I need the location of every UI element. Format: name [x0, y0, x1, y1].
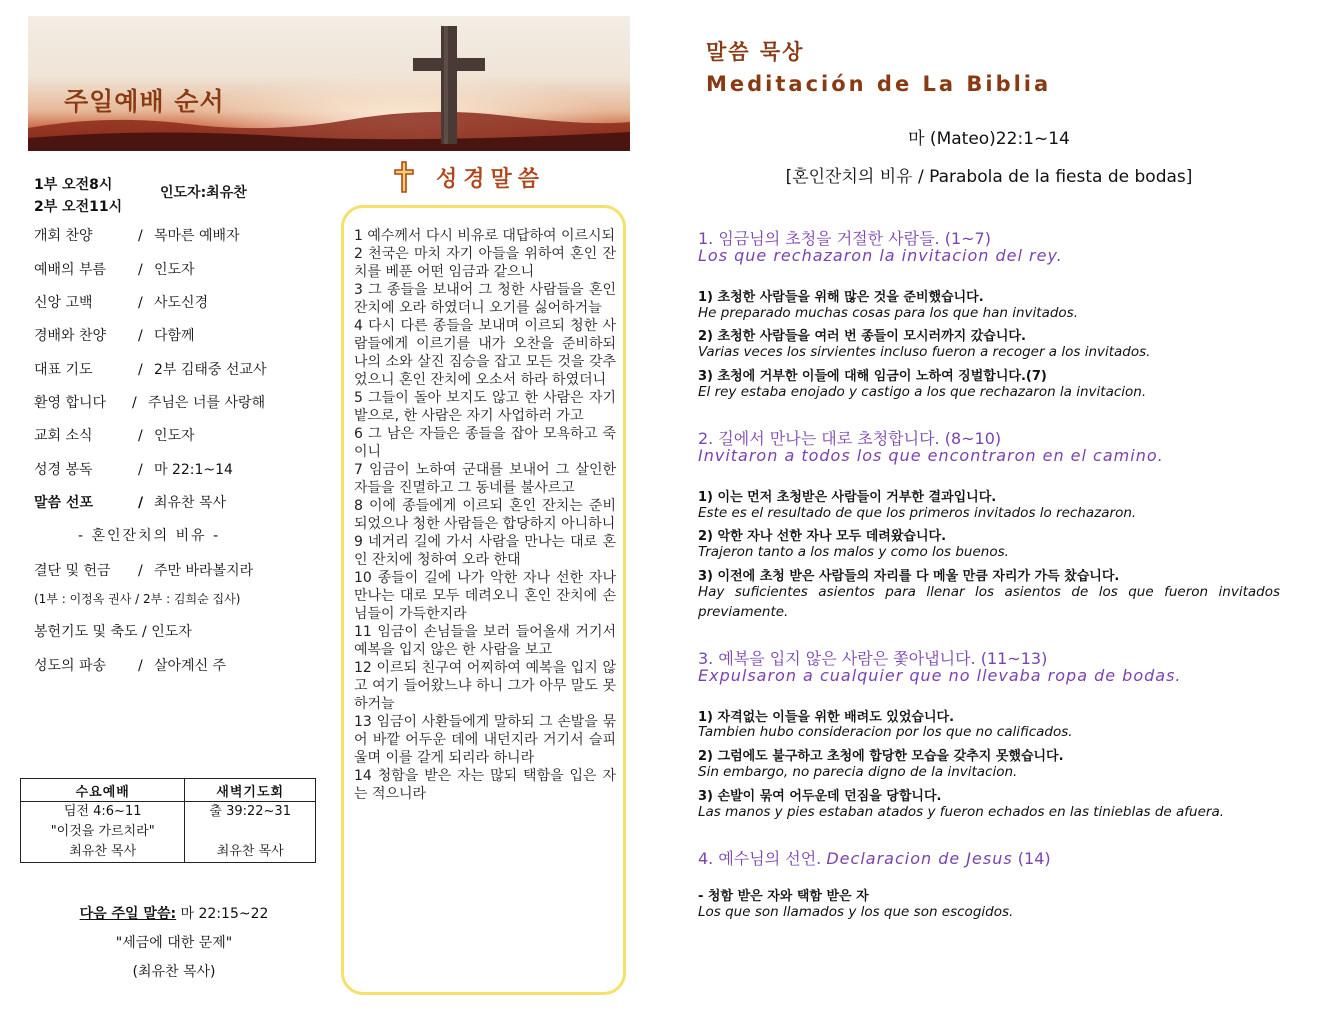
order-label: 말씀 선포 [34, 495, 93, 511]
point-es: Sin embargo, no parecia digno de la invitacion. [698, 764, 1018, 780]
order-item-sermon: 말씀 선포 / 최유찬 목사 [34, 492, 226, 512]
order-label: 봉헌기도 및 축도 [34, 624, 138, 640]
section-heading-es: Expulsaron a cualquier que no llevaba ropa de bodas. [698, 666, 1182, 685]
meditation-title-es: Meditación de La Biblia [706, 72, 1052, 96]
point-kr: 2) 악한 자나 선한 자나 모두 데려왔습니다. [698, 529, 947, 544]
order-item: 성경 봉독 / 마 22:1~14 [34, 459, 233, 479]
point-es: El rey estaba enojado y castigo a los que rechazaron la invitacion. [698, 384, 1147, 400]
service-time-1: 1부 오전8시 [34, 177, 113, 193]
point-kr: - 청함 받은 자와 택함 받은 자 [698, 889, 869, 904]
order-item: 경배와 찬양 / 다함께 [34, 325, 195, 345]
offering-note: (1부 : 이정옥 권사 / 2부 : 김희순 집사) [34, 592, 241, 606]
point-es: He preparado muchas cosas para los que han invitados. [698, 305, 1079, 321]
service-leader: 인도자:최유찬 [160, 185, 247, 201]
order-value: 인도자 [154, 428, 195, 444]
verse: 9 네거리 길에 가서 사람을 만나는 대로 혼인 잔치에 청하여 오라 한대 [354, 534, 616, 568]
order-value: 사도신경 [154, 295, 209, 311]
wed-ref: 딤전 4:6~11 [63, 804, 142, 819]
point-kr: 1) 이는 먼저 초청받은 사람들이 거부한 결과입니다. [698, 490, 997, 505]
verse: 7 임금이 노하여 군대를 보내어 그 살인한 자들을 진멸하고 그 동네를 불사르고 [354, 462, 616, 496]
order-item: 교회 소식 / 인도자 [34, 425, 195, 445]
parable-title: [혼인잔치의 비유 / Parabola de la fiesta de bodas] [785, 167, 1193, 187]
order-item: 대표 기도 / 2부 김태중 선교사 [34, 359, 266, 379]
point-es: Trajeron tanto a los malos y como los buenos. [698, 544, 1009, 560]
order-label: 신앙 고백 [34, 295, 93, 311]
order-label: 결단 및 헌금 [34, 563, 111, 579]
order-value: 인도자 [151, 624, 192, 640]
section-heading-es: Declaracion de Jesus [826, 849, 1013, 868]
verse: 8 이에 종들에게 이르되 혼인 잔치는 준비되었으나 청한 사람들은 합당하지 아니하니 [354, 498, 616, 532]
next-week-title: "세금에 대한 문제" [115, 935, 233, 951]
scripture-heading: 성경말씀 [436, 167, 546, 192]
point-kr: 3) 손발이 묶여 어두운데 던짐을 당합니다. [698, 789, 942, 804]
point-kr: 2) 그럼에도 불구하고 초청에 합당한 모습을 갖추지 못했습니다. [698, 749, 1064, 764]
order-item: 환영 합니다 / 주님은 너를 사랑해 [34, 392, 265, 412]
point-kr: 3) 초청에 거부한 이들에 대해 임금이 노하여 징벌합니다.(7) [698, 369, 1047, 384]
scripture-text [354, 227, 616, 803]
point-es: Tambien hubo consideracion por los que no calificados. [698, 724, 1073, 740]
cross-icon [392, 160, 416, 194]
dawn-speaker: 최유찬 목사 [216, 844, 284, 859]
order-item: 봉헌기도 및 축도 / 인도자 [34, 624, 192, 640]
order-label: 경배와 찬양 [34, 328, 107, 344]
section-heading-es: Los que rechazaron la invitacion del rey. [698, 246, 1063, 265]
table-cell [21, 802, 185, 863]
table-header: 새벽기도회 [185, 779, 316, 802]
verse: 10 종들이 길에 나가 악한 자나 선한 자나 만나는 대로 모두 데려오니 혼인 잔치에 손님들이 가득한지라 [354, 570, 616, 622]
table-header: 수요예배 [21, 779, 185, 802]
point-es: Los que son llamados y los que son escogidos. [698, 904, 1014, 920]
order-value: 목마른 예배자 [154, 228, 240, 244]
order-value: 마 22:1~14 [154, 462, 233, 478]
order-label: 개회 찬양 [34, 228, 93, 244]
point-kr: 2) 초청한 사람들을 여러 번 종들이 모시러까지 갔습니다. [698, 329, 1026, 344]
point-kr: 3) 이전에 초청 받은 사람들의 자리를 다 메울 만큼 자리가 가득 찼습니다. [698, 569, 1120, 584]
order-label: 예배의 부름 [34, 262, 107, 278]
wed-speaker: 최유찬 목사 [69, 844, 137, 859]
section-heading-kr: 2. 길에서 만나는 대로 초청합니다. (8~10) [698, 429, 1002, 448]
verse: 14 청함을 받은 자는 많되 택함을 입은 자는 적으니라 [354, 768, 616, 802]
next-week-label: 다음 주일 말씀: [79, 906, 177, 922]
point-es: Este es el resultado de que los primeros invitados lo rechazaron. [698, 505, 1137, 521]
order-item: 신앙 고백 / 사도신경 [34, 292, 208, 312]
order-value: 주만 바라볼지라 [154, 563, 254, 579]
order-label: 대표 기도 [34, 362, 93, 378]
next-week-sermon [28, 900, 320, 987]
verse: 11 임금이 손님들을 보러 들어올새 거기서 예복을 입지 않은 한 사람을 보고 [354, 624, 616, 658]
point-es: Hay suficientes asientos para llenar los asientos de los que fueron invitados previamente. [698, 584, 1280, 620]
order-label: 성경 봉독 [34, 462, 93, 478]
section-heading-kr: 3. 예복을 입지 않은 사람은 쫓아냅니다. (11~13) [698, 649, 1048, 668]
verse: 6 그 남은 자들은 종들을 잡아 모욕하고 죽이니 [354, 426, 616, 460]
banner-title: 주일예배 순서 [64, 87, 225, 116]
section-heading-4 [698, 846, 1051, 869]
next-week-speaker: (최유찬 목사) [132, 964, 216, 980]
order-value: 살아계신 주 [154, 658, 227, 674]
order-item: 결단 및 헌금 / 주만 바라볼지라 [34, 560, 253, 580]
order-value: 주님은 너를 사랑해 [148, 395, 266, 411]
order-label: 환영 합니다 [34, 395, 107, 411]
verse: 5 그들이 돌아 보지도 않고 한 사람은 자기 밭으로, 한 사람은 자기 사업하러 가고 [354, 390, 616, 424]
verse: 1 예수께서 다시 비유로 대답하여 이르시되 [354, 228, 616, 244]
verse: 13 임금이 사환들에게 말하되 그 손발을 묶어 바깥 어두운 데에 내던지라 거기서 슬피 울며 이를 갈게 되리라 하니라 [354, 714, 616, 766]
verse: 12 이르되 친구여 어찌하여 예복을 입지 않고 여기 들어왔느냐 하니 그가 아무 말도 못하거늘 [354, 660, 616, 712]
wed-title: "이것을 가르치라" [50, 824, 155, 839]
section-heading-kr: 4. 예수님의 선언. [698, 849, 822, 868]
point-kr: 1) 초청한 사람들을 위해 많은 것을 준비했습니다. [698, 290, 984, 305]
order-value: 다함께 [154, 328, 195, 344]
verse: 4 다시 다른 종들을 보내며 이르되 청한 사람들에게 이르기를 내가 오찬을 준비하되 나의 소와 살진 짐승을 잡고 모든 것을 갖추었으니 혼인 잔치에 오소서 하라 하였더니 [354, 318, 616, 388]
order-item: 개회 찬양 / 목마른 예배자 [34, 225, 240, 245]
service-times [34, 174, 122, 218]
next-week-ref: 마 22:15~22 [180, 906, 269, 922]
point-es: Varias veces los sirvientes incluso fueron a recoger a los invitados. [698, 344, 1151, 360]
order-value: 최유찬 목사 [154, 495, 227, 511]
sermon-theme: - 혼인잔치의 비유 - [78, 528, 221, 544]
order-item: 성도의 파송 / 살아계신 주 [34, 655, 226, 675]
section-heading-verses: (14) [1017, 849, 1051, 868]
verse: 3 그 종들을 보내어 그 청한 사람들을 혼인 잔치에 오라 하였더니 오기를 싫어하거늘 [354, 282, 616, 316]
order-value: 인도자 [154, 262, 195, 278]
verse: 2 천국은 마치 자기 아들을 위하여 혼인 잔치를 베푼 어떤 임금과 같으니 [354, 246, 616, 280]
dawn-ref: 출 39:22~31 [209, 804, 291, 819]
order-label: 교회 소식 [34, 428, 93, 444]
service-time-2: 2부 오전11시 [34, 199, 123, 215]
order-label: 성도의 파송 [34, 658, 107, 674]
section-heading-kr: 1. 임금님의 초청을 거절한 사람들. (1~7) [698, 229, 991, 248]
order-item: 예배의 부름 / 인도자 [34, 259, 195, 279]
point-es: Las manos y pies estaban atados y fueron echados en las tinieblas de afuera. [698, 804, 1225, 820]
order-value: 2부 김태중 선교사 [154, 362, 267, 378]
section-heading-es: Invitaron a todos los que encontraron en el camino. [698, 446, 1164, 465]
meditation-title-kr: 말씀 묵상 [706, 40, 805, 64]
point-kr: 1) 자격없는 이들을 위한 배려도 있었습니다. [698, 710, 955, 725]
weekday-schedule-table [20, 778, 316, 863]
table-cell [185, 802, 316, 863]
meditation-reference: 마 (Mateo)22:1~14 [908, 129, 1070, 149]
